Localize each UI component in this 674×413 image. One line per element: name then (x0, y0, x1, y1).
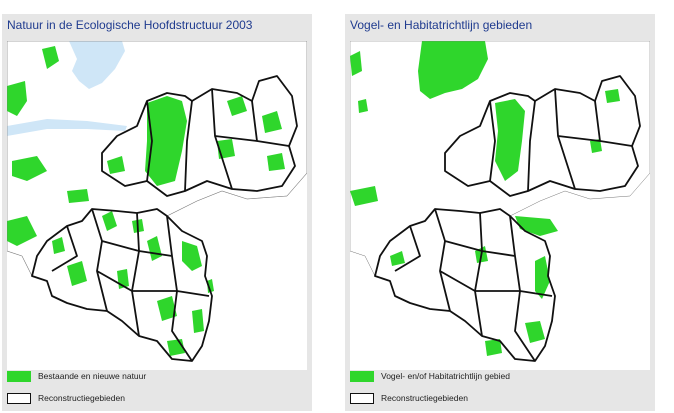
legend-item-nature (7, 370, 146, 382)
legend-label: Bestaande en nieuwe natuur (38, 371, 147, 381)
map-svg-habitat (350, 41, 650, 370)
map-nature-ehs (7, 41, 307, 370)
map-bird-habitat (350, 41, 650, 370)
legend-item-habitat (350, 370, 510, 382)
legend-swatch-green (350, 371, 374, 382)
legend-label: Reconstructiegebieden (381, 393, 468, 403)
legend-label: Vogel- en/of Habitatrichtlijn gebied (381, 371, 510, 381)
map-panel-habitat (345, 14, 655, 411)
legend-swatch-green (7, 371, 31, 382)
panel-title: Natuur in de Ecologische Hoofdstructuur 2003 (7, 18, 253, 32)
legend-label: Reconstructiegebieden (38, 393, 125, 403)
legend-swatch-outline (7, 393, 31, 404)
map-svg-nature (7, 41, 307, 370)
panel-title: Vogel- en Habitatrichtlijn gebieden (350, 18, 533, 32)
map-panel-nature (2, 14, 312, 411)
legend-item-reconstruction (7, 392, 125, 404)
legend-item-reconstruction (350, 392, 468, 404)
legend-swatch-outline (350, 393, 374, 404)
